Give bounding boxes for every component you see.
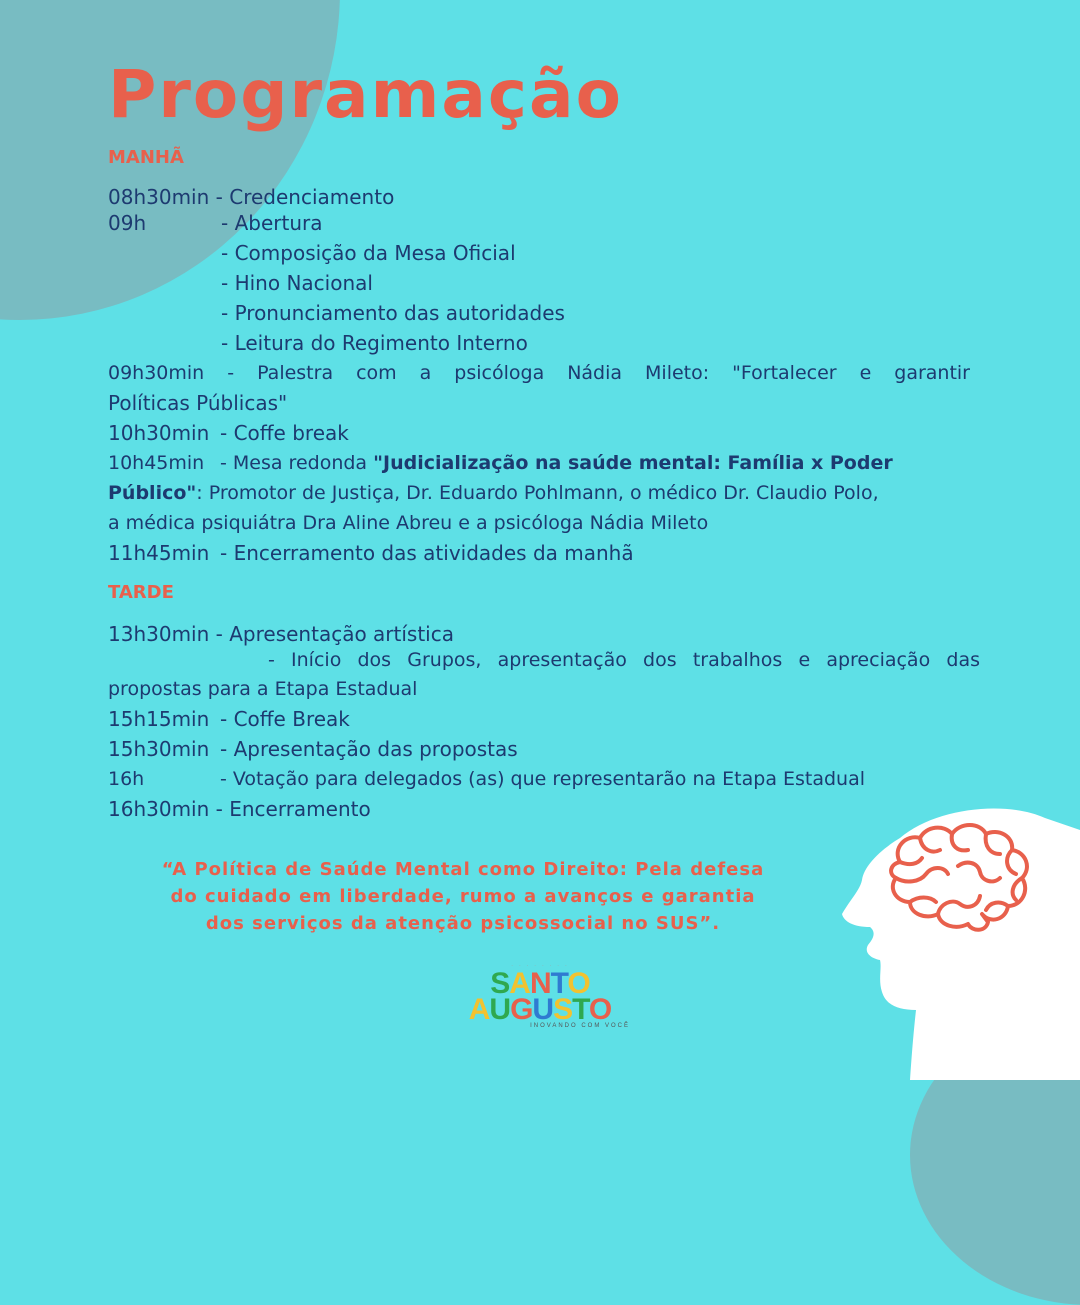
mesa-prefix: - Mesa redonda — [220, 452, 374, 474]
item-text: - Leitura do Regimento Interno — [221, 331, 528, 355]
logo-tagline: INOVANDO COM VOCÊ — [530, 1023, 630, 1029]
item-text: - Apresentação das propostas — [220, 737, 518, 761]
schedule-item-end: 16h30min - Encerramento — [108, 797, 371, 821]
item-text: - Apresentação artística — [215, 622, 454, 646]
head-silhouette-icon — [840, 800, 1080, 1080]
item-text: - Coffe break — [220, 421, 349, 445]
santo-augusto-logo — [450, 963, 630, 1033]
item-time: 15h30min — [108, 737, 210, 761]
schedule-item — [108, 208, 508, 238]
mesa-line-1 — [108, 448, 970, 478]
item-text: - Hino Nacional — [221, 271, 373, 295]
section-heading-afternoon: TARDE — [108, 582, 174, 603]
mesa-title-part-2: Público" — [108, 482, 197, 504]
item-text: - Coffe Break — [220, 707, 350, 731]
item-time: 08h30min — [108, 185, 210, 209]
palestra-line-2: Políticas Públicas" — [108, 391, 288, 415]
item-time: 10h45min — [108, 452, 205, 474]
schedule-item — [108, 704, 608, 734]
mesa-line-3: a médica psiquiátra Dra Aline Abreu e a psicóloga Nádia Mileto — [108, 512, 709, 534]
schedule-item — [108, 734, 708, 764]
item-text: - Credenciamento — [215, 185, 395, 209]
mesa-text — [220, 448, 893, 478]
mesa-title-part-1: "Judicialização na saúde mental: Família x Poder — [373, 452, 893, 474]
item-text: - Pronunciamento das autoridades — [221, 301, 565, 325]
quote-line-3: dos serviços da atenção psicossocial no SUS”. — [205, 913, 721, 934]
item-time: 11h45min — [108, 541, 210, 565]
item-text: - Encerramento das atividades da manhã — [220, 541, 634, 565]
quote-line-2: do cuidado em liberdade, rumo a avanços e garantia — [170, 886, 756, 907]
logo-word-1: SANTO — [490, 967, 590, 1000]
item-text: - Composição da Mesa Oficial — [221, 241, 516, 265]
schedule-item — [108, 418, 608, 448]
item-time: 09h — [108, 211, 147, 235]
item-time: 16h — [108, 768, 145, 790]
logo-word-2: AUGUSTO — [468, 993, 612, 1026]
item-text: - Votação para delegados (as) que representarão na Etapa Estadual — [220, 768, 866, 790]
groups-line-1: - Início dos Grupos, apresentação dos trabalhos e apreciação das — [268, 649, 980, 671]
mesa-speakers: : Promotor de Justiça, Dr. Eduardo Pohlmann, o médico Dr. Claudio Polo, — [196, 482, 879, 504]
item-time: 10h30min — [108, 421, 210, 445]
palestra-line-1: 09h30min - Palestra com a psicóloga Nádia Mileto: "Fortalecer e garantir — [108, 362, 970, 384]
item-time: 13h30min — [108, 622, 210, 646]
theme-quote — [108, 856, 818, 937]
section-heading-morning: MANHÃ — [108, 147, 184, 168]
groups-line-2: propostas para a Etapa Estadual — [108, 678, 418, 700]
schedule-item — [108, 764, 978, 794]
mesa-line-2 — [108, 478, 879, 508]
item-text: - Abertura — [221, 211, 323, 235]
logo-top-mark: · · · · · · · · — [511, 963, 569, 969]
quote-line-1: “A Política de Saúde Mental como Direito: Pela defesa — [161, 859, 765, 880]
schedule-item — [108, 538, 808, 568]
page-title: Programação — [108, 56, 623, 133]
item-time: 15h15min — [108, 707, 210, 731]
